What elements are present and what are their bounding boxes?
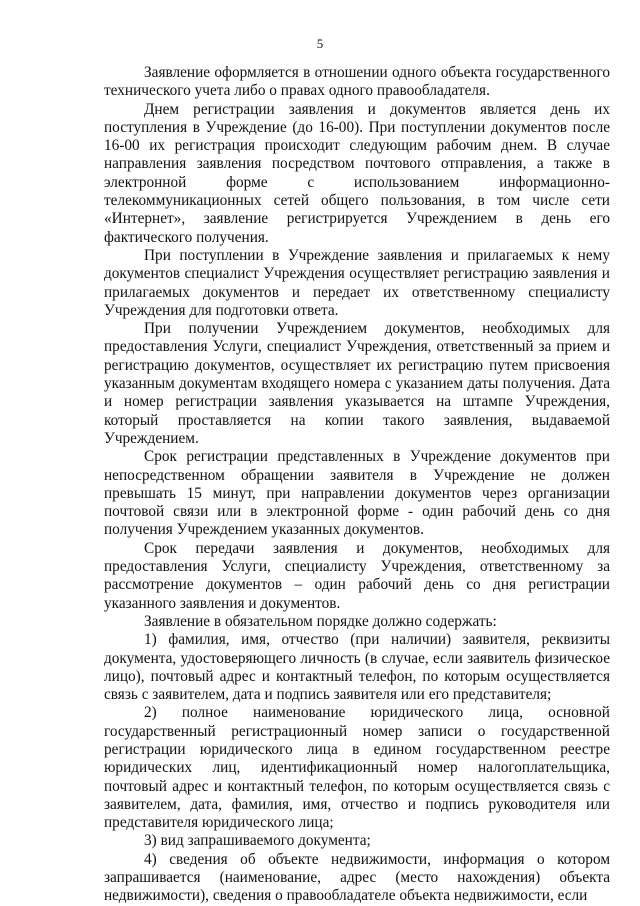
list-item-2: 2) полное наименование юридического лица, основной государственный регистрационный номер записи о государственной регистрации юридического лица в едином государственном реестре юридических лиц, идентификационный номер налогоплательщика, почтовый адрес и контактный телефон, по которым осуществляется связь с заявителем, дата, фамилия, имя, отчество и подпись руководителя или представителя юридического лица; (104, 704, 610, 832)
list-item-1: 1) фамилия, имя, отчество (при наличии) заявителя, реквизиты документа, удостоверяющего личность (в случае, если заявитель физическое лицо), почтовый адрес и контактный телефон, по которым осуществляется связь с заявителем, дата и подпись заявителя или его представителя; (104, 631, 610, 704)
list-item-3: 3) вид запрашиваемого документа; (144, 832, 371, 850)
paragraph-required-content: Заявление в обязательном порядке должно содержать: (144, 612, 497, 630)
document-body (104, 64, 610, 906)
paragraph-registration-day: Днем регистрации заявления и документов является день их поступления в Учреждение (до 16-00). При поступлении документов после 16-00 их регистрация происходит следующим рабочим днем. В случае направления заявления посредством почтового отправления, а также в электронной форме с использованием информационно-телекоммуникационных сетей общего пользования, в том числе сети «Интернет», заявление регистрируется Учреждением в день его фактического получения. (104, 100, 610, 246)
paragraph-incoming-number: При получении Учреждением документов, необходимых для предоставления Услуги, специалист Учреждения, ответственный за прием и регистрацию документов, осуществляет их регистрацию путем присвоения указанным документам входящего номера с указанием даты получения. Дата и номер регистрации заявления указывается на штампе Учреждения, который проставляется на копии такого заявления, выдаваемой Учреждением. (104, 320, 610, 447)
page-number: 5 (316, 36, 324, 51)
list-item-4: 4) сведения об объекте недвижимости, информация о котором запрашивается (наименование, адрес (место нахождения) объекта недвижимости), сведения о правообладателе объекта недвижимости, если (104, 850, 610, 905)
paragraph-single-object: Заявление оформляется в отношении одного объекта государственного технического учета либо о правах одного правообладателя. (104, 64, 610, 100)
paragraph-receipt-registration: При поступлении в Учреждение заявления и прилагаемых к нему документов специалист Учреждения осуществляет регистрацию заявления и прилагаемых документов и передает их ответственному специалисту Учреждения для подготовки ответа. (104, 246, 610, 319)
paragraph-registration-term: Срок регистрации представленных в Учреждение документов при непосредственном обращении заявителя в Учреждение не должен превышать 15 минут, при направлении документов через организации почтовой связи или в электронной форме - один рабочий день со дня получения Учреждением указанных документов. (104, 448, 610, 539)
paragraph-transfer-term: Срок передачи заявления и документов, необходимых для предоставления Услуги, специалисту Учреждения, ответственному за рассмотрение документов – один рабочий день со дня регистрации указанного заявления и документов. (104, 539, 610, 612)
